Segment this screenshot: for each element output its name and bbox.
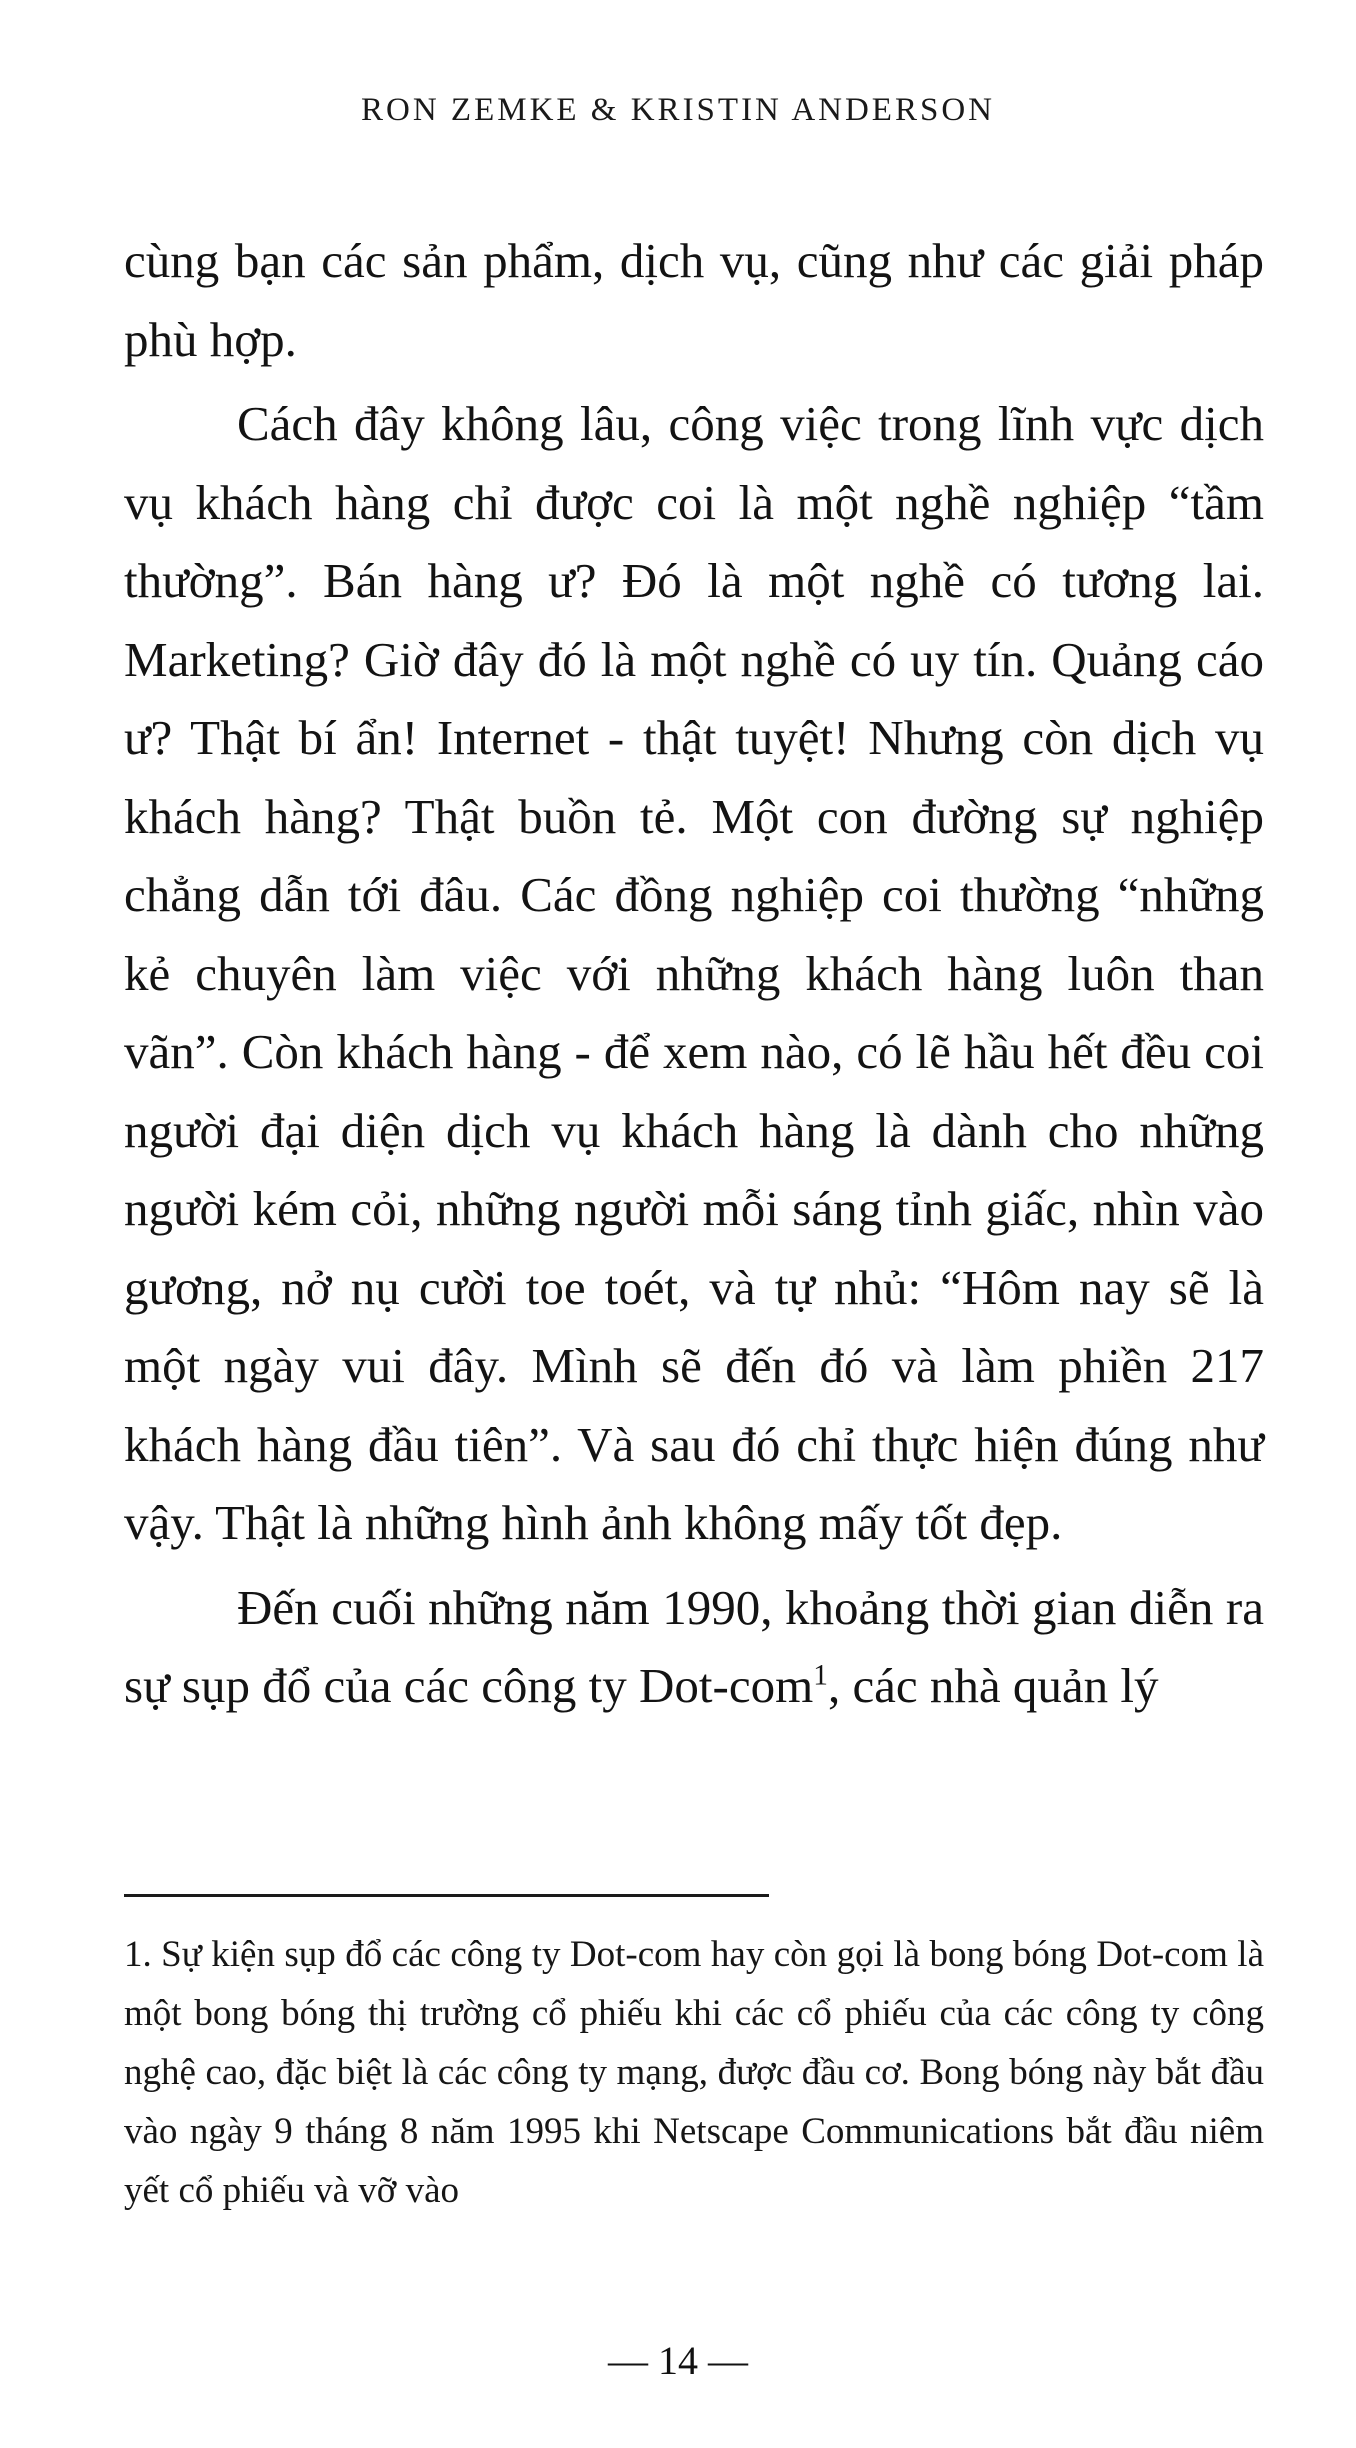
paragraph-1: cùng bạn các sản phẩm, dịch vụ, cũng như các giải pháp phù hợp.: [124, 233, 1264, 367]
paragraph-3-text-end: , các nhà quản lý: [827, 1658, 1159, 1713]
footnote-text: 1. Sự kiện sụp đổ các công ty Dot-com hay còn gọi là bong bóng Dot-com là một bong bóng thị trường cổ phiếu khi các cổ phiếu của các công ty công nghệ cao, đặc biệt là các công ty mạng, được đầu cơ. Bong bóng này bắt đầu vào ngày 9 tháng 8 năm 1995 khi Netscape Communications bắt đầu niêm yết cổ phiếu và vỡ vào: [124, 1934, 1264, 2211]
body-text: [124, 222, 1264, 1726]
footnote-reference: 1: [813, 1659, 828, 1692]
paragraph-3-text-start: Đến cuối những năm 1990, khoảng thời gian diễn ra sự sụp đổ của các công ty Dot-com: [124, 1579, 1264, 1713]
running-header: RON ZEMKE & KRISTIN ANDERSON: [360, 92, 995, 128]
page-number: — 14 —: [608, 2338, 748, 2383]
footnote: [124, 1925, 1264, 2220]
footnote-divider: [124, 1894, 769, 1897]
paragraph-3: [124, 1569, 1264, 1726]
paragraph-2: Cách đây không lâu, công việc trong lĩnh vực dịch vụ khách hàng chỉ được coi là một nghề nghiệp “tầm thường”. Bán hàng ư? Đó là một nghề có tương lai. Marketing? Giờ đây đó là một nghề có uy tín. Quảng cáo ư? Thật bí ẩn! Internet - thật tuyệt! Nhưng còn dịch vụ khách hàng? Thật buồn tẻ. Một con đường sự nghiệp chẳng dẫn tới đâu. Các đồng nghiệp coi thường “những kẻ chuyên làm việc với những khách hàng luôn than vãn”. Còn khách hàng - để xem nào, có lẽ hầu hết đều coi người đại diện dịch vụ khách hàng là dành cho những người kém cỏi, những người mỗi sáng tỉnh giấc, nhìn vào gương, nở nụ cười toe toét, và tự nhủ: “Hôm nay sẽ là một ngày vui đây. Mình sẽ đến đó và làm phiền 217 khách hàng đầu tiên”. Và sau đó chỉ thực hiện đúng như vậy. Thật là những hình ảnh không mấy tốt đẹp.: [124, 396, 1264, 1550]
